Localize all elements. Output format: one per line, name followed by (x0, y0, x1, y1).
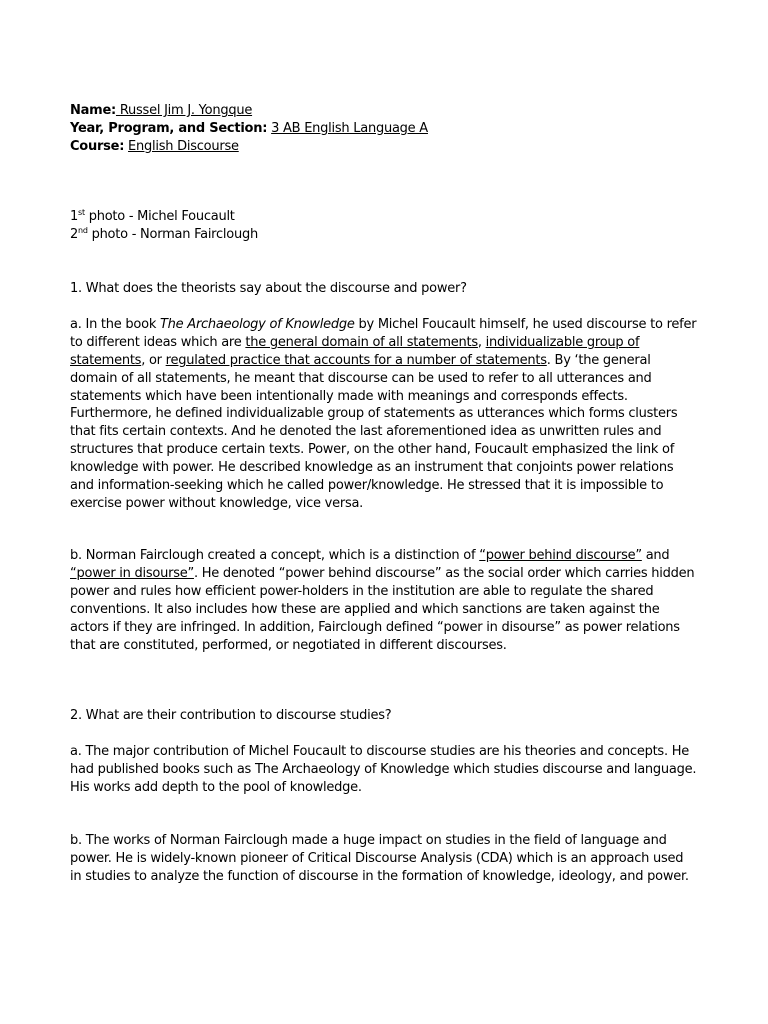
name-label: Name: (70, 103, 116, 118)
answer-1a-line: Furthermore, he defined individualizable group of statements as utterances which forms clusters (70, 406, 678, 421)
book-title: The Archaeology of Knowledge (159, 317, 355, 332)
text-span: to different ideas which are (70, 335, 246, 350)
underlined-term: regulated practice that accounts for a number of statements (165, 353, 547, 368)
text-span: by Michel Foucault himself, he used discourse to refer (354, 317, 697, 332)
text-span: and (641, 548, 670, 563)
answer-1b-line: conventions. It also includes how these are applied and which sanctions are taken against the (70, 602, 660, 617)
underlined-term: individualizable group of (485, 335, 640, 350)
answer-1a-line: domain of all statements, he meant that discourse can be used to refer to all utterances and (70, 371, 652, 386)
course-label: Course: (70, 139, 125, 154)
underlined-term: the general domain of all statements (245, 335, 478, 350)
answer-1a-line (70, 316, 696, 334)
answer-1a-line: structures that produce certain texts. Power, on the other hand, Foucault emphasized the link of (70, 442, 675, 457)
answer-1a-line: that fits certain contexts. And he denoted the last aforementioned idea as unwritten rules and (70, 424, 662, 439)
answer-2a-line: had published books such as The Archaeology of Knowledge which studies discourse and language. (70, 762, 697, 777)
text-span: . He denoted “power behind discourse” as the social order which carries hidden (193, 566, 695, 581)
answer-2a-line: a. The major contribution of Michel Foucault to discourse studies are his theories and concepts. He (70, 744, 689, 759)
photo-num: 1 (70, 209, 79, 224)
answer-2a-line: His works add depth to the pool of knowledge. (70, 780, 362, 795)
section-value: 3 AB English Language A (271, 121, 428, 136)
name-value: Russel Jim J. Yongque (115, 103, 253, 118)
answer-1a-line: statements which have been intentionally made with meanings and corresponds effects. (70, 389, 628, 404)
answer-1a-line: and information-seeking which he called power/knowledge. He stressed that it is impossible to (70, 478, 664, 493)
answer-2b-line: power. He is widely-known pioneer of Critical Discourse Analysis (CDA) which is an approach used (70, 851, 684, 866)
underlined-term: “power in disourse” (70, 566, 194, 581)
answer-1b-line: actors if they are infringed. In addition, Fairclough defined “power in disourse” as power relations (70, 620, 680, 635)
text-span: , or (141, 353, 166, 368)
text-span: . By ‘the general (546, 353, 651, 368)
photo-line-1 (70, 208, 235, 226)
section-line (70, 120, 428, 138)
photo-num: 2 (70, 227, 79, 242)
answer-1b-line (70, 565, 694, 583)
photo-caption: photo - Michel Foucault (84, 209, 235, 224)
answer-2b-line: in studies to analyze the function of discourse in the formation of knowledge, ideology, and power. (70, 869, 689, 884)
text-span: b. Norman Fairclough created a concept, which is a distinction of (70, 548, 480, 563)
answer-1a-line: knowledge with power. He described knowledge as an instrument that conjoints power relations (70, 460, 674, 475)
question-2: 2. What are their contribution to discourse studies? (70, 708, 392, 723)
answer-1a-line (70, 352, 651, 370)
photo-line-2 (70, 226, 258, 244)
photo-ordinal: nd (78, 226, 88, 235)
photo-caption: photo - Norman Fairclough (87, 227, 258, 242)
answer-1a-line (70, 334, 639, 352)
section-label: Year, Program, and Section: (70, 121, 268, 136)
answer-1a-line: exercise power without knowledge, vice versa. (70, 496, 364, 511)
course-value: English Discourse (128, 139, 239, 154)
answer-1b-line: that are constituted, performed, or negotiated in different discourses. (70, 638, 507, 653)
photo-ordinal: st (78, 208, 85, 217)
name-line (70, 102, 252, 120)
answer-2b-line: b. The works of Norman Fairclough made a huge impact on studies in the field of language and (70, 833, 667, 848)
course-line (70, 138, 239, 156)
text-span: , (477, 335, 486, 350)
answer-1b-line (70, 547, 669, 565)
question-1: 1. What does the theorists say about the discourse and power? (70, 281, 467, 296)
answer-1b-line: power and rules how efficient power-holders in the institution are able to regulate the shared (70, 584, 654, 599)
text-span: a. In the book (70, 317, 160, 332)
underlined-term: “power behind discourse” (479, 548, 642, 563)
underlined-term: statements (70, 353, 142, 368)
